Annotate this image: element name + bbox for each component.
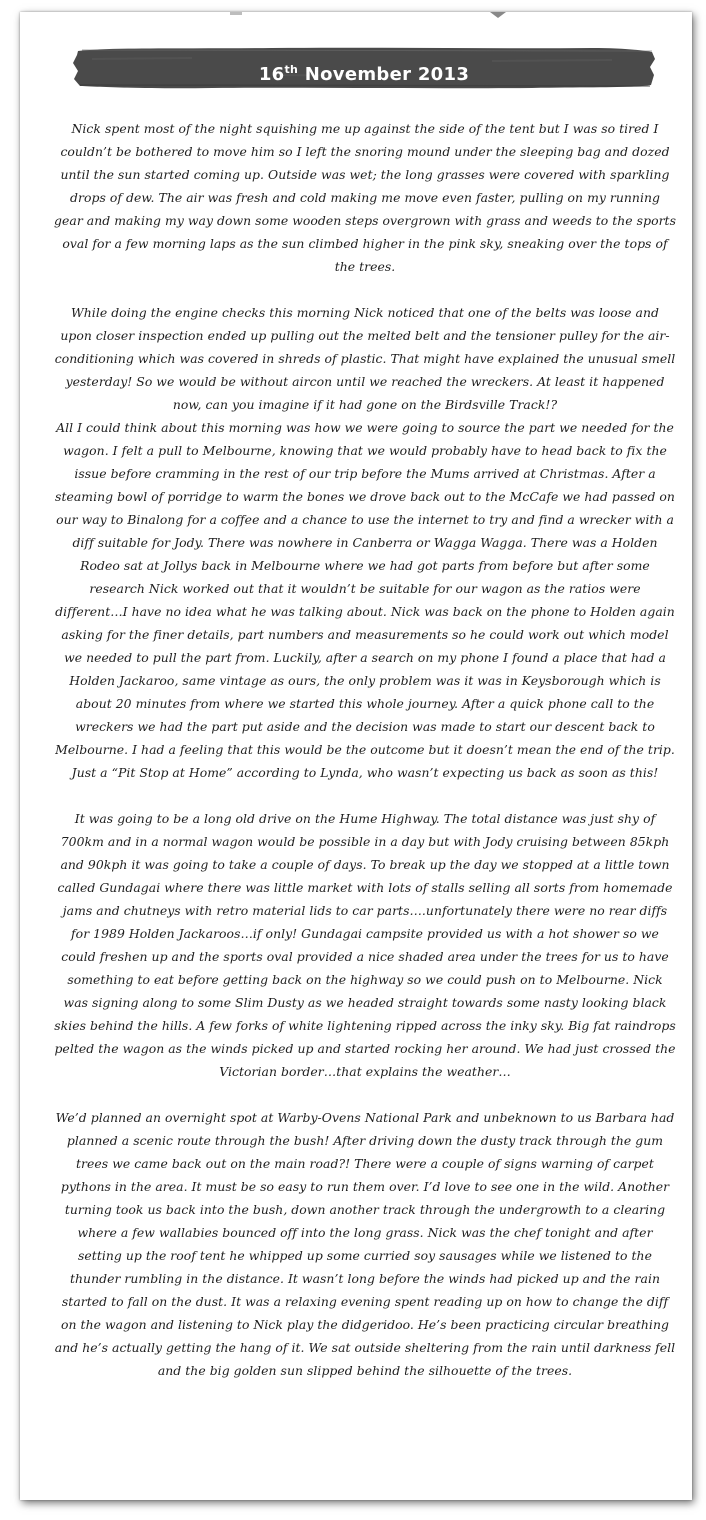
journal-body xyxy=(54,117,676,1382)
date-ordinal: th xyxy=(284,63,299,76)
date-banner xyxy=(72,45,656,91)
paragraph: All I could think about this morning was how we were going to source the part we needed for the wagon. I felt a pull to Melbourne, knowing that we would probably have to head back to fix the issue before cramming in the rest of our trip before the Mums arrived at Christmas. After a steaming bowl of porridge to warm the bones we drove back out to the McCafe we had passed on our way to Binalong for a coffee and a chance to use the internet to try and find a wrecker with a diff suitable for Jody. There was nowhere in Canberra or Wagga Wagga. There was a Holden Rodeo sat at Jollys back in Melbourne where we had got parts from before but after some research Nick worked out that it wouldn’t be suitable for our wagon as the ratios were different…I have no idea what he was talking about. Nick was back on the phone to Holden again asking for the finer details, part numbers and measurements so he could work out which model we needed to pull the part from. Luckily, after a search on my phone I found a place that had a Holden Jackaroo, same vintage as ours, the only problem was it was in Keysborough which is about 20 minutes from where we started this whole journey. After a quick phone call to the wreckers we had the part put aside and the decision was made to start our descent back to Melbourne. I had a feeling that this would be the outcome but it doesn’t mean the end of the trip. Just a “Pit Stop at Home” according to Lynda, who wasn’t expecting us back as soon as this! xyxy=(55,420,675,780)
paper-tear-mark xyxy=(490,12,506,18)
paper-tear-mark xyxy=(230,12,242,15)
paragraph: It was going to be a long old drive on the Hume Highway. The total distance was just shy of 700km and in a normal wagon would be possible in a day but with Jody cruising between 85kph and 90kph it was going to take a couple of days. To break up the day we stopped at a little town called Gundagai where there was little market with lots of stalls selling all sorts from homemade jams and chutneys with retro material lids to car parts….unfortunately there were no rear diffs for 1989 Holden Jackaroos…if only! Gundagai campsite provided us with a hot shower so we could freshen up and the sports oval provided a nice shaded area under the trees for us to have something to eat before getting back on the highway so we could push on to Melbourne. Nick was signing along to some Slim Dusty as we headed straight towards some nasty looking black skies behind the hills. A few forks of white lightening ripped across the inky sky. Big fat raindrops pelted the wagon as the winds picked up and started rocking her around. We had just crossed the Victorian border…that explains the weather… xyxy=(54,811,676,1079)
paragraph: While doing the engine checks this morning Nick noticed that one of the belts was loose and upon closer inspection ended up pulling out the melted belt and the tensioner pulley for the air-conditioning which was covered in shreds of plastic. That might have explained the unusual smell yesterday! So we would be without aircon until we reached the wreckers. At least it happened now, can you imagine if it had gone on the Birdsville Track!? xyxy=(54,305,676,412)
journal-page xyxy=(20,12,692,1500)
entry-date-title xyxy=(72,45,656,91)
paragraph: We’d planned an overnight spot at Warby-Ovens National Park and unbeknown to us Barbara had planned a scenic route through the bush! After driving down the dusty track through the gum trees we came back out on the main road?! There were a couple of signs warning of carpet pythons in the area. It must be so easy to run them over. I’d love to see one in the wild. Another turning took us back into the bush, down another track through the undergrowth to a clearing where a few wallabies bounced off into the long grass. Nick was the chef tonight and after setting up the roof tent he whipped up some curried soy sausages while we listened to the thunder rumbling in the distance. It wasn’t long before the winds had picked up and the rain started to fall on the dust. It was a relaxing evening spent reading up on how to change the diff on the wagon and listening to Nick play the didgeridoo. He’s been practicing circular breathing and he’s actually getting the hang of it. We sat outside sheltering from the rain until darkness fell and the big golden sun slipped behind the silhouette of the trees. xyxy=(54,1110,676,1378)
paragraph: Nick spent most of the night squishing me up against the side of the tent but I was so tired I couldn’t be bothered to move him so I left the snoring mound under the sleeping bag and dozed until the sun started coming up. Outside was wet; the long grasses were covered with sparkling drops of dew. The air was fresh and cold making me move even faster, pulling on my running gear and making my way down some wooden steps overgrown with grass and weeds to the sports oval for a few morning laps as the sun climbed higher in the pink sky, sneaking over the tops of the trees. xyxy=(54,121,676,274)
date-day: 16 xyxy=(258,64,285,85)
date-month-year: November 2013 xyxy=(304,64,470,85)
